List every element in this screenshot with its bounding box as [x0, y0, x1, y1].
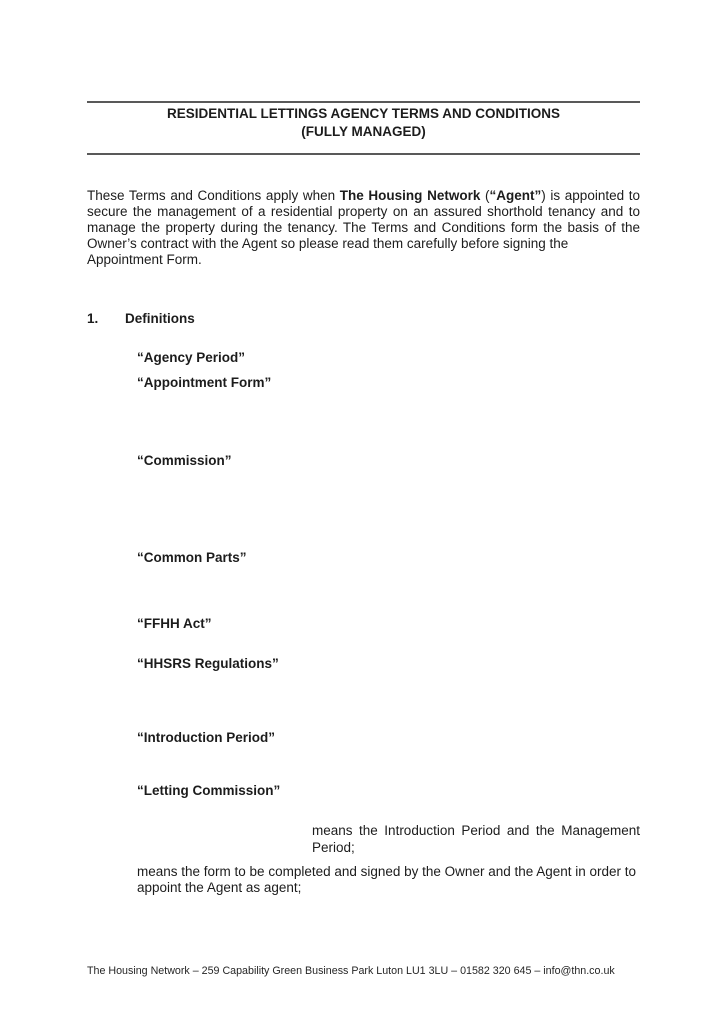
header-rule-bottom	[87, 153, 640, 155]
definition-term-hhsrs-regulations: “HHSRS Regulations”	[137, 656, 279, 671]
intro-line-3: manage the property during the tenancy. The Terms and Conditions form the basis of the	[87, 220, 640, 236]
section-title: Definitions	[125, 311, 195, 326]
page-title-line-1: RESIDENTIAL LETTINGS AGENCY TERMS AND CONDITIONS	[166, 106, 561, 121]
definition-text-block-1-line-2: Period;	[312, 840, 355, 855]
intro-line-1	[87, 188, 640, 204]
intro-line-1-pre: These Terms and Conditions apply when	[87, 188, 340, 203]
definition-text-block-2	[137, 864, 645, 896]
definition-text-block-2-line-2: appoint the Agent as agent;	[137, 880, 302, 895]
page-title	[87, 105, 640, 140]
intro-line-4: Owner’s contract with the Agent so please read them carefully before signing the	[87, 236, 569, 252]
definition-term-introduction-period: “Introduction Period”	[137, 730, 275, 745]
intro-line-5: Appointment Form.	[87, 252, 202, 268]
intro-agent-term: “Agent”	[489, 188, 542, 203]
intro-line-2: secure the management of a residential property on an assured shorthold tenancy and to	[87, 204, 640, 220]
page-title-line-2: (FULLY MANAGED)	[301, 123, 426, 139]
definition-term-common-parts: “Common Parts”	[137, 550, 247, 565]
intro-agent-name: The Housing Network	[339, 188, 481, 203]
definition-term-letting-commission: “Letting Commission”	[137, 783, 281, 798]
header-rule-top	[87, 101, 640, 103]
definition-term-appointment-form: “Appointment Form”	[137, 375, 272, 390]
definition-term-agency-period: “Agency Period”	[137, 350, 246, 365]
definition-term-commission: “Commission”	[137, 453, 232, 468]
section-definitions-heading	[87, 311, 195, 326]
intro-line-1-post: ) is appointed to	[541, 188, 641, 203]
intro-paragraph	[87, 188, 640, 268]
section-number: 1.	[87, 311, 99, 326]
footer-contact-line: The Housing Network – 259 Capability Green Business Park Luton LU1 3LU – 01582 320 645 – info@thn.co.uk	[87, 965, 615, 977]
definition-text-block-2-line-1: means the form to be completed and signed by the Owner and the Agent in order to	[137, 864, 637, 879]
definition-text-block-1-line-1: means the Introduction Period and the Management	[312, 823, 640, 838]
definition-term-ffhh-act: “FFHH Act”	[137, 616, 212, 631]
definition-text-block-1	[312, 822, 640, 856]
intro-line-1-mid: (	[480, 188, 490, 203]
